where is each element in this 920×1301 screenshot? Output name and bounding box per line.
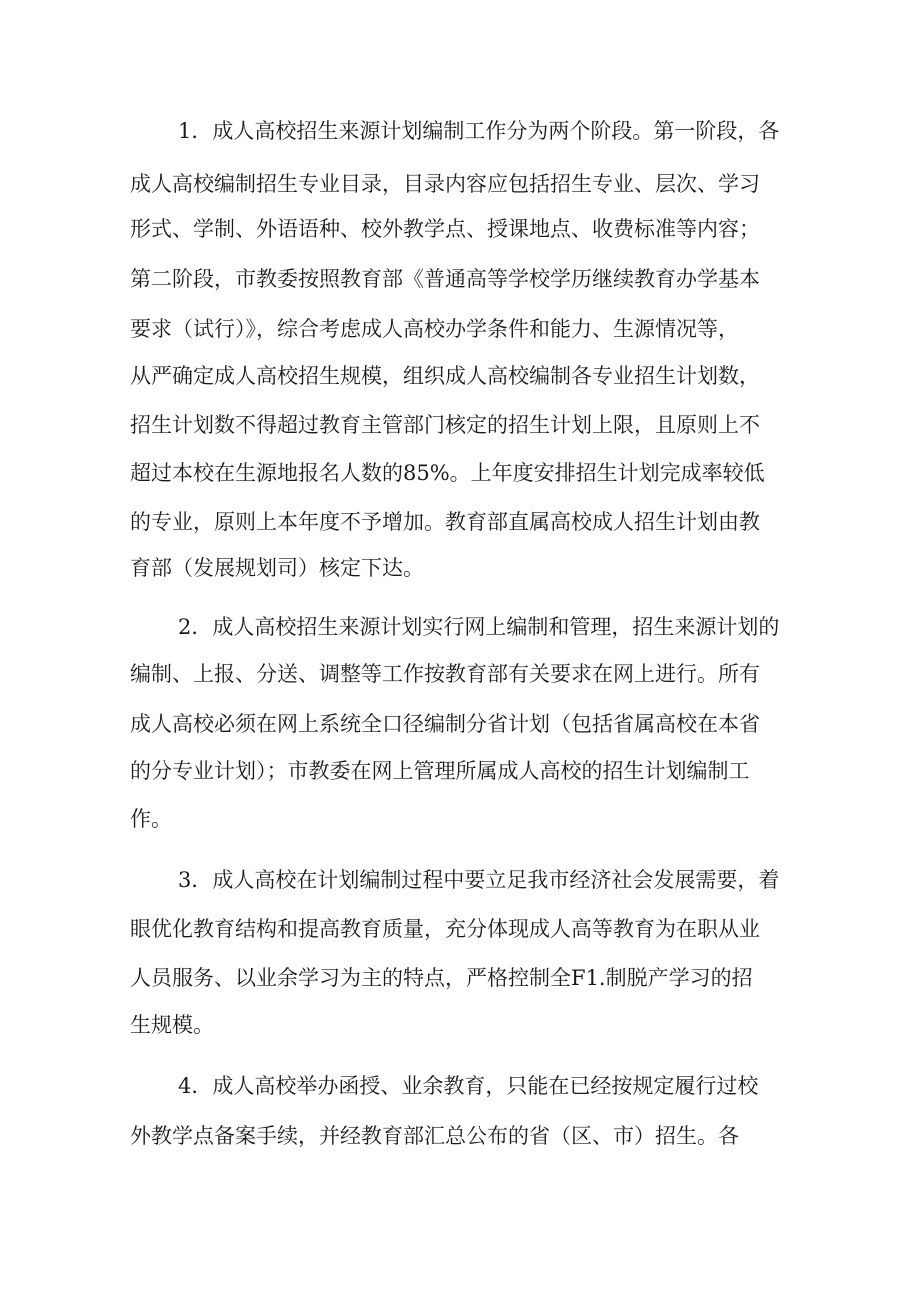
paragraph-1-line-3: 形式、学制、外语语种、校外教学点、授课地点、收费标准等内容；: [130, 217, 760, 241]
paragraph-2-line-2: 编制、上报、分送、调整等工作按教育部有关要求在网上进行。所有: [130, 662, 760, 686]
paragraph-1-line-4: 第二阶段，市教委按照教育部《普通高等学校学历继续教育办学基本: [130, 267, 760, 291]
paragraph-1-line-9: 的专业，原则上本年度不予增加。教育部直属高校成人招生计划由教: [130, 510, 760, 534]
paragraph-1-line-7: 招生计划数不得超过教育主管部门核定的招生计划上限，且原则上不: [130, 413, 760, 437]
paragraph-1-line-10: 育部（发展规划司）核定下达。: [130, 556, 424, 580]
paragraph-2-line-1: 2．成人高校招生来源计划实行网上编制和管理，招生来源计划的: [178, 615, 780, 639]
paragraph-4-line-2: 外教学点备案手续，并经教育部汇总公布的省（区、市）招生。各: [130, 1124, 739, 1148]
paragraph-2-line-5: 作。: [130, 807, 172, 831]
paragraph-1-line-1: 1．成人高校招生来源计划编制工作分为两个阶段。第一阶段，各: [178, 119, 780, 143]
paragraph-1-line-6: 从严确定成人高校招生规模，组织成人高校编制各专业招生计划数，: [130, 364, 760, 388]
paragraph-1-line-2: 成人高校编制招生专业目录，目录内容应包括招生专业、层次、学习: [130, 172, 760, 196]
paragraph-3-line-3: 人员服务、以业余学习为主的特点，严格控制全F1.制脱产学习的招: [130, 966, 753, 990]
paragraph-1-line-8: 超过本校在生源地报名人数的85%。上年度安排招生计划完成率较低: [130, 461, 765, 485]
paragraph-3-line-4: 生规模。: [130, 1013, 214, 1037]
paragraph-3-line-2: 眼优化教育结构和提高教育质量，充分体现成人高等教育为在职从业: [130, 917, 760, 941]
paragraph-1-line-5: 要求（试行）》，综合考虑成人高校办学条件和能力、生源情况等，: [130, 317, 739, 341]
paragraph-2-line-4: 的分专业计划）；市教委在网上管理所属成人高校的招生计划编制工: [130, 759, 750, 783]
paragraph-3-line-1: 3．成人高校在计划编制过程中要立足我市经济社会发展需要，着: [178, 868, 780, 892]
paragraph-4-line-1: 4．成人高校举办函授、业余教育，只能在已经按规定履行过校: [178, 1074, 759, 1098]
paragraph-2-line-3: 成人高校必须在网上系统全口径编制分省计划（包括省属高校在本省: [130, 712, 760, 736]
